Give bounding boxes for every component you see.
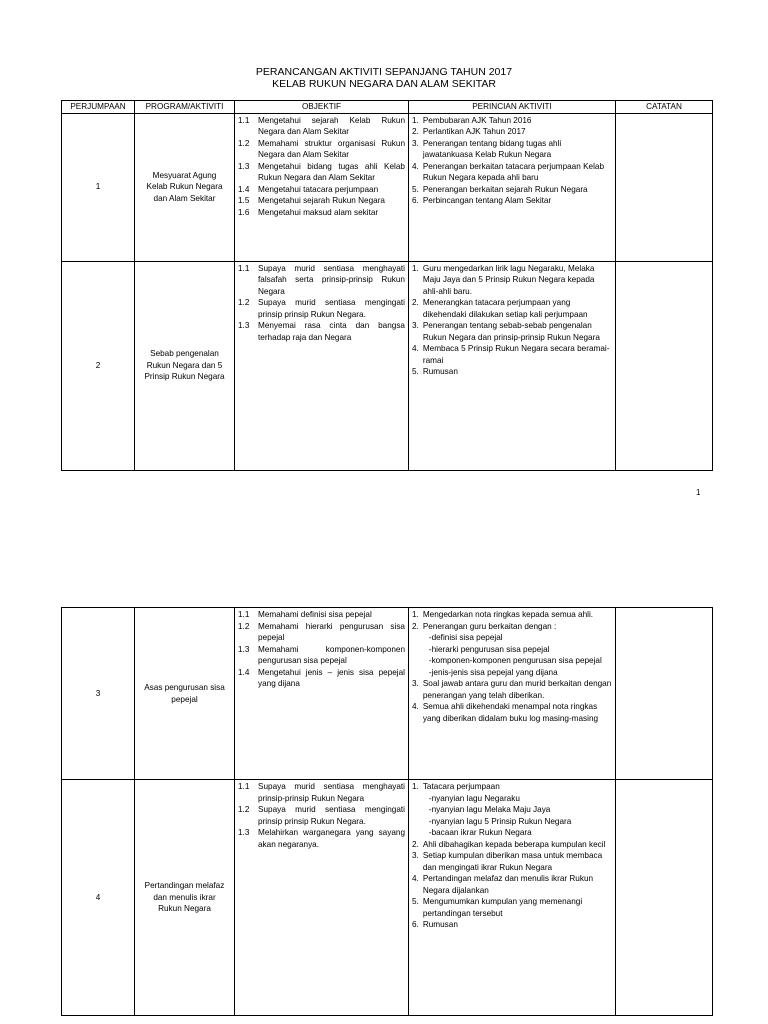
item-number: 1.2 <box>238 138 250 148</box>
list-item <box>412 896 612 919</box>
item-main-text: Penerangan berkaitan sejarah Rukun Negara <box>422 184 588 194</box>
list-item <box>238 195 405 207</box>
item-main-text: Rumusan <box>422 367 458 376</box>
item-main-text: Perbincangan tentang Alam Sekitar <box>422 196 552 205</box>
list-item <box>238 804 405 827</box>
table-row <box>62 780 713 1016</box>
program-cell <box>135 608 235 780</box>
item-number: 4. <box>412 344 419 353</box>
item-number: 5. <box>412 367 419 376</box>
page-2 <box>0 560 768 1024</box>
item-number: 4. <box>412 874 419 883</box>
program-text: Pertandingan melafaz dan menulis ikrar Rukun Negara <box>144 881 225 914</box>
item-main-text: Semua ahli dikehendaki menampal nota ringkas yang diberikan didalam buku log masing-masing <box>422 702 599 723</box>
item-text <box>423 919 612 931</box>
item-text <box>423 781 612 839</box>
objective-cell <box>235 261 409 470</box>
notes-cell <box>616 780 713 1016</box>
item-number: 1.2 <box>238 298 250 307</box>
list-item <box>238 115 405 138</box>
item-number: 1.6 <box>238 207 250 217</box>
item-text <box>423 678 612 701</box>
list-item <box>412 850 612 873</box>
item-number: 1.3 <box>238 161 250 171</box>
item-number: 3. <box>412 321 419 330</box>
col-header-objektif: OBJEKTIF <box>235 101 409 114</box>
list-item <box>412 919 612 931</box>
item-main-text: Rumusan <box>422 920 458 929</box>
list-item <box>238 621 405 644</box>
item-main-text: Mengetahui sejarah Rukun Negara <box>258 196 385 205</box>
list-item <box>238 827 405 850</box>
list-item <box>238 207 405 219</box>
item-main-text: Memahami komponen-komponen pengurusan sisa pepejal <box>258 644 405 665</box>
list-item <box>238 781 405 804</box>
sub-item: -bacaan ikrar Rukun Negara <box>428 828 532 837</box>
item-main-text: Guru mengedarkan lirik lagu Negaraku, Melaka Maju Jaya dan 5 Prinsip Rukun Negara kepada ahli-ahli baru. <box>422 263 595 296</box>
item-main-text: Ahli dibahagikan kepada beberapa kumpulan kecil <box>422 839 606 849</box>
list-item <box>412 621 612 679</box>
item-text <box>423 621 612 679</box>
item-main-text: Memahami definisi sisa pepejal <box>258 610 372 619</box>
item-main-text: Soal jawab antara guru dan murid berkaitan dengan penerangan yang telah diberikan. <box>422 679 612 700</box>
item-text <box>423 850 612 873</box>
item-main-text: Perlantikan AJK Tahun 2017 <box>422 127 526 136</box>
list-item <box>412 138 612 161</box>
item-number: 3. <box>412 851 419 860</box>
item-main-text: Pertandingan melafaz dan menulis ikrar Rukun Negara dijalankan <box>422 874 594 895</box>
item-number: 1.1 <box>238 610 250 619</box>
list-item <box>412 263 612 298</box>
item-text <box>423 320 612 343</box>
item-text <box>423 115 612 127</box>
list-item <box>412 609 612 621</box>
item-number: 2. <box>412 127 419 136</box>
item-number: 5. <box>412 184 419 194</box>
objective-list <box>238 263 405 344</box>
item-number: 2. <box>412 298 419 307</box>
col-header-program: PROGRAM/AKTIVITI <box>135 101 235 114</box>
item-text <box>423 195 612 207</box>
activity-details-cell <box>409 608 616 780</box>
item-text <box>258 184 405 196</box>
list-item <box>412 126 612 138</box>
item-number: 1. <box>412 115 419 125</box>
item-number: 1.3 <box>238 644 250 654</box>
list-item <box>412 781 612 839</box>
program-text: Asas pengurusan sisa pepejal <box>144 683 225 704</box>
activity-details-list <box>412 115 612 207</box>
objective-cell <box>235 608 409 780</box>
item-number: 2. <box>412 621 419 631</box>
item-main-text: Mengedarkan nota ringkas kepada semua ahli. <box>422 610 594 619</box>
item-number: 1. <box>412 610 419 619</box>
activity-details-list <box>412 609 612 724</box>
item-number: 4. <box>412 702 419 711</box>
item-number: 1.2 <box>238 621 250 631</box>
list-item <box>412 678 612 701</box>
item-main-text: Memahami struktur organisasi Rukun Negara dan Alam Sekitar <box>258 138 405 159</box>
list-item <box>238 667 405 690</box>
list-item <box>238 320 405 343</box>
item-text <box>258 161 405 184</box>
item-text <box>258 263 405 298</box>
list-item <box>238 609 405 621</box>
item-number: 1.3 <box>238 828 250 837</box>
item-number: 5. <box>412 897 419 906</box>
notes-cell <box>616 261 713 470</box>
item-number: 1.3 <box>238 321 250 330</box>
notes-cell <box>616 608 713 780</box>
item-main-text: Mengetahui jenis – jenis sisa pepejal yang dijana <box>258 667 405 688</box>
item-main-text: Mengumumkan kumpulan yang memenangi pertandingan tersebut <box>422 897 583 918</box>
title-line-2: KELAB RUKUN NEGARA DAN ALAM SEKITAR <box>272 78 496 90</box>
item-main-text: Pembubaran AJK Tahun 2016 <box>422 115 532 125</box>
item-main-text: Supaya murid sentiasa mengingati prinsip prinsip Rukun Negara. <box>258 805 405 826</box>
item-text <box>423 839 612 851</box>
objective-list <box>238 115 405 219</box>
item-number: 1.4 <box>238 667 250 677</box>
item-text <box>258 621 405 644</box>
objective-cell <box>235 780 409 1016</box>
item-text <box>423 297 612 320</box>
activity-details-cell <box>409 261 616 470</box>
notes-cell <box>616 113 713 261</box>
list-item <box>238 138 405 161</box>
item-main-text: Tatacara perjumpaan <box>422 782 500 791</box>
title-line-1: PERANCANGAN AKTIVITI SEPANJANG TAHUN 2017 <box>255 66 513 78</box>
table-row <box>62 113 713 261</box>
item-main-text: Mengetahui maksud alam sekitar <box>258 207 379 217</box>
activity-details-cell <box>409 780 616 1016</box>
item-main-text: Memahami hierarki pengurusan sisa pepejal <box>258 621 405 642</box>
item-text <box>258 207 405 219</box>
sub-item: -jenis-jenis sisa pepejal yang dijana <box>428 667 558 677</box>
item-text <box>258 115 405 138</box>
list-item <box>412 195 612 207</box>
program-cell <box>135 261 235 470</box>
col-header-catatan: CATATAN <box>616 101 713 114</box>
objective-cell <box>235 113 409 261</box>
sub-item: -nyanyian lagu Melaka Maju Jaya <box>428 805 551 814</box>
list-item <box>412 297 612 320</box>
list-item <box>238 161 405 184</box>
item-number: 3. <box>412 679 419 688</box>
item-main-text: Supaya murid sentiasa menghayati prinsip-prinsip Rukun Negara <box>258 782 405 803</box>
item-number: 1.1 <box>238 782 250 791</box>
page-number: 1 <box>696 488 701 497</box>
sub-item: -definisi sisa pepejal <box>428 633 503 642</box>
list-item <box>412 115 612 127</box>
item-main-text: Penerangan berkaitan tatacara perjumpaan Kelab Rukun Negara kepada ahli baru <box>422 161 605 182</box>
item-text <box>423 126 612 138</box>
meeting-number: 4 <box>62 780 135 1016</box>
item-text <box>423 343 612 366</box>
item-main-text: Penerangan tentang bidang tugas ahli jawatankuasa Kelab Rukun Negara <box>422 138 562 159</box>
col-header-perjumpaan: PERJUMPAAN <box>62 101 135 114</box>
item-text <box>423 609 612 621</box>
item-number: 3. <box>412 138 419 148</box>
program-cell <box>135 780 235 1016</box>
activity-details-cell <box>409 113 616 261</box>
item-number: 1.1 <box>238 263 250 273</box>
item-main-text: Melahirkan warganegara yang sayang akan negaranya. <box>258 828 405 849</box>
program-text: Mesyuarat Agung Kelab Rukun Negara dan Alam Sekitar <box>146 170 223 203</box>
col-header-perincian: PERINCIAN AKTIVITI <box>409 101 616 114</box>
item-main-text: Membaca 5 Prinsip Rukun Negara secara beramai-ramai <box>422 344 610 365</box>
item-main-text: Penerangan guru berkaitan dengan : <box>422 621 557 631</box>
program-text: Sebab pengenalan Rukun Negara dan 5 Prinsip Rukun Negara <box>144 349 225 382</box>
item-number: 1. <box>412 782 419 791</box>
item-number: 1.4 <box>238 184 250 194</box>
item-text <box>258 781 405 804</box>
list-item <box>412 161 612 184</box>
list-item <box>238 297 405 320</box>
item-text <box>423 138 612 161</box>
item-text <box>423 896 612 919</box>
item-text <box>258 644 405 667</box>
objective-list <box>238 609 405 690</box>
list-item <box>412 701 612 724</box>
meeting-number: 2 <box>62 261 135 470</box>
item-main-text: Setiap kumpulan diberikan masa untuk membaca dan mengingati ikrar Rukun Negara <box>422 851 603 872</box>
item-text <box>423 161 612 184</box>
meeting-number: 1 <box>62 113 135 261</box>
list-item <box>238 184 405 196</box>
item-number: 4. <box>412 161 419 171</box>
item-main-text: Mengetahui sejarah Kelab Rukun Negara dan Alam Sekitar <box>258 115 405 136</box>
document-title <box>0 66 768 90</box>
item-number: 2. <box>412 839 419 849</box>
item-text <box>258 138 405 161</box>
meeting-number: 3 <box>62 608 135 780</box>
item-number: 1.1 <box>238 115 250 125</box>
table-row <box>62 261 713 470</box>
item-number: 6. <box>412 920 419 929</box>
item-number: 1. <box>412 263 419 273</box>
item-text <box>423 701 612 724</box>
item-text <box>423 184 612 196</box>
table-row <box>62 608 713 780</box>
item-number: 1.2 <box>238 805 250 814</box>
item-number: 6. <box>412 196 419 205</box>
list-item <box>238 644 405 667</box>
objective-list <box>238 781 405 850</box>
item-text <box>423 263 612 298</box>
item-main-text: Mengetahui tatacara perjumpaan <box>258 184 379 194</box>
item-text <box>423 873 612 896</box>
item-text <box>258 609 405 621</box>
list-item <box>412 184 612 196</box>
sub-item: -nyanyian lagu Negaraku <box>428 793 520 803</box>
item-text <box>258 827 405 850</box>
list-item <box>412 343 612 366</box>
item-main-text: Penerangan tentang sebab-sebab pengenalan Rukun Negara dan prinsip-prinsip Rukun Negara <box>422 321 600 342</box>
item-text <box>258 667 405 690</box>
item-text <box>258 297 405 320</box>
item-main-text: Supaya murid sentiasa mengingati prinsip prinsip Rukun Negara. <box>258 298 405 319</box>
activity-table-page-2 <box>61 607 713 1016</box>
activity-table-page-1 <box>61 100 713 471</box>
list-item <box>412 873 612 896</box>
list-item <box>238 263 405 298</box>
program-cell <box>135 113 235 261</box>
item-main-text: Supaya murid sentiasa menghayati falsafah serta prinsip-prinsip Rukun Negara <box>258 263 405 296</box>
item-text <box>258 804 405 827</box>
item-main-text: Menerangkan tatacara perjumpaan yang dikehendaki dilakukan setiap kali perjumpaan <box>422 298 588 319</box>
item-main-text: Mengetahui bidang tugas ahli Kelab Rukun Negara dan Alam Sekitar <box>258 161 405 182</box>
activity-details-list <box>412 263 612 378</box>
activity-details-list <box>412 781 612 931</box>
sub-item: -hierarki pengurusan sisa pepejal <box>428 644 550 654</box>
item-text <box>423 366 612 378</box>
list-item <box>412 366 612 378</box>
item-number: 1.5 <box>238 196 250 205</box>
item-main-text: Menyemai rasa cinta dan bangsa terhadap raja dan Negara <box>258 321 405 342</box>
list-item <box>412 839 612 851</box>
list-item <box>412 320 612 343</box>
sub-item: -nyanyian lagu 5 Prinsip Rukun Negara <box>428 816 572 826</box>
sub-item: -komponen-komponen pengurusan sisa pepejal <box>428 656 602 665</box>
item-text <box>258 195 405 207</box>
table-header-row <box>62 101 713 114</box>
item-text <box>258 320 405 343</box>
